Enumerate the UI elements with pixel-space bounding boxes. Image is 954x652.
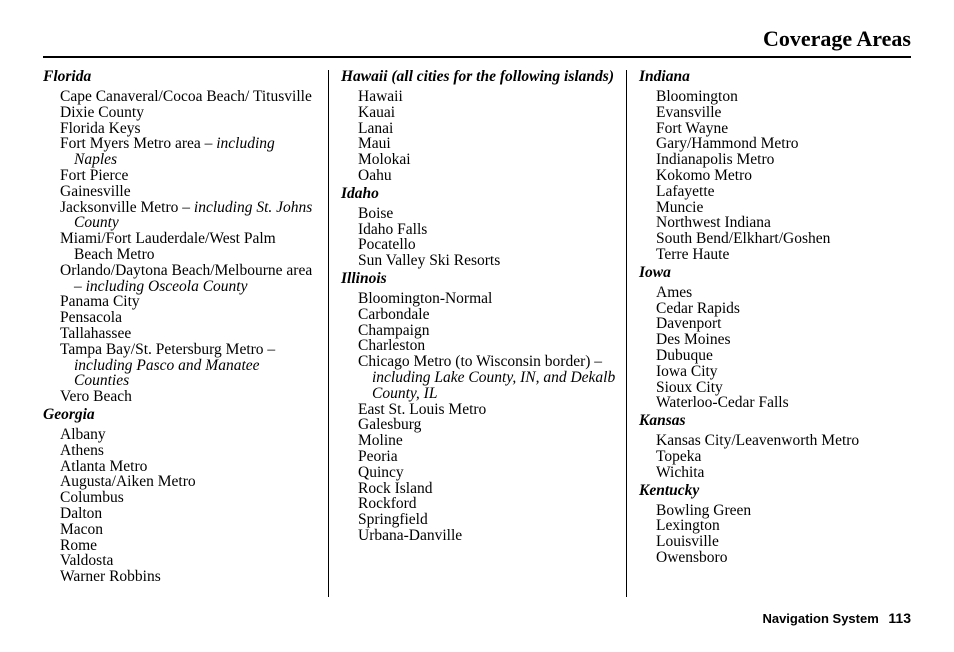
- city-name: Miami/Fort Lauderdale/West Palm Beach Metro: [60, 230, 276, 263]
- city-entry: [43, 121, 318, 137]
- city-entry: [639, 136, 914, 152]
- city-entry: [341, 528, 631, 544]
- page-footer: [762, 610, 911, 626]
- city-name: Gainesville: [60, 182, 131, 200]
- city-list: [639, 89, 914, 263]
- state-section: [639, 481, 914, 566]
- column-divider: [328, 70, 329, 597]
- city-entry: [341, 105, 631, 121]
- city-name: Kauai: [358, 103, 396, 121]
- city-name: Fort Wayne: [656, 119, 729, 137]
- city-name: Bloomington-Normal: [358, 289, 493, 307]
- city-name: Sioux City: [656, 378, 723, 396]
- city-name: Des Moines: [656, 331, 731, 349]
- city-list: [341, 89, 631, 184]
- city-name: Atlanta Metro: [60, 457, 148, 475]
- city-name: Kokomo Metro: [656, 166, 753, 184]
- city-entry: [341, 354, 631, 401]
- city-entry: [341, 417, 631, 433]
- city-entry: [639, 348, 914, 364]
- city-entry: [639, 433, 914, 449]
- state-heading: Iowa: [639, 263, 671, 281]
- city-list: [341, 206, 631, 269]
- city-name: Florida Keys: [60, 119, 141, 137]
- city-name: Fort Pierce: [60, 166, 129, 184]
- state-section: [639, 263, 914, 411]
- state-section: [341, 184, 631, 269]
- city-entry: [639, 200, 914, 216]
- city-name: Charleston: [358, 337, 426, 355]
- city-name: Jacksonville Metro –: [60, 198, 194, 216]
- city-entry: [43, 538, 318, 554]
- city-entry: [639, 518, 914, 534]
- city-entry: [43, 184, 318, 200]
- city-name: Kansas City/Leavenworth Metro: [656, 432, 860, 450]
- city-entry: [43, 136, 318, 168]
- state-heading: Kansas: [639, 412, 686, 430]
- city-name: Idaho Falls: [358, 220, 428, 238]
- city-entry: [639, 121, 914, 137]
- city-entry: [639, 534, 914, 550]
- city-name: Sun Valley Ski Resorts: [358, 252, 501, 270]
- city-name: Louisville: [656, 533, 719, 551]
- city-name: Muncie: [656, 198, 704, 216]
- city-entry: [43, 89, 318, 105]
- city-name: Peoria: [358, 447, 398, 465]
- city-entry: [43, 200, 318, 232]
- city-entry: [341, 291, 631, 307]
- city-entry: [639, 503, 914, 519]
- city-entry: [43, 443, 318, 459]
- city-name: Rockford: [358, 495, 417, 513]
- city-entry: [639, 247, 914, 263]
- city-entry: [639, 449, 914, 465]
- city-name: Columbus: [60, 489, 124, 507]
- city-name: Dubuque: [656, 346, 713, 364]
- city-name: Fort Myers Metro area –: [60, 135, 217, 153]
- city-entry: [43, 506, 318, 522]
- city-name: Rock Island: [358, 479, 433, 497]
- city-name: East St. Louis Metro: [358, 400, 487, 418]
- state-heading: Georgia: [43, 405, 95, 423]
- coverage-column-2: [341, 67, 631, 544]
- coverage-column-3: [639, 67, 914, 566]
- city-entry: [43, 389, 318, 405]
- city-name: Tallahassee: [60, 324, 132, 342]
- city-entry: [43, 231, 318, 263]
- city-name: Champaign: [358, 321, 430, 339]
- city-name: Urbana-Danville: [358, 526, 463, 544]
- city-entry: [639, 152, 914, 168]
- coverage-note: including Naples: [74, 135, 275, 169]
- header-divider: [43, 56, 911, 58]
- city-entry: [43, 459, 318, 475]
- coverage-note: including Osceola County: [85, 277, 248, 295]
- city-name: Cape Canaveral/Cocoa Beach/ Titusville: [60, 88, 312, 105]
- city-entry: [639, 316, 914, 332]
- city-name: Tampa Bay/St. Petersburg Metro –: [60, 340, 276, 358]
- city-entry: [639, 364, 914, 380]
- city-name: Ames: [656, 283, 693, 301]
- city-name: Athens: [60, 441, 104, 459]
- city-entry: [639, 105, 914, 121]
- coverage-note: – including Lake County, IN, and Dekalb County, IL: [372, 353, 616, 402]
- city-name: Lanai: [358, 119, 394, 137]
- city-entry: [43, 168, 318, 184]
- city-entry: [341, 237, 631, 253]
- city-name: Dixie County: [60, 103, 144, 121]
- city-entry: [341, 89, 631, 105]
- city-entry: [341, 152, 631, 168]
- state-section: [43, 67, 318, 405]
- city-list: [341, 291, 631, 544]
- city-name: Vero Beach: [60, 388, 132, 406]
- city-name: Bloomington: [656, 88, 738, 105]
- city-entry: [639, 168, 914, 184]
- city-name: Molokai: [358, 151, 411, 169]
- city-name: Pensacola: [60, 309, 122, 327]
- city-entry: [341, 496, 631, 512]
- city-entry: [341, 338, 631, 354]
- city-name: Bowling Green: [656, 501, 752, 519]
- city-entry: [341, 121, 631, 137]
- city-entry: [341, 206, 631, 222]
- city-entry: [43, 474, 318, 490]
- city-list: [639, 503, 914, 566]
- city-entry: [43, 263, 318, 295]
- footer-label: Navigation System: [762, 611, 879, 626]
- city-entry: [639, 550, 914, 566]
- city-entry: [639, 184, 914, 200]
- city-name: Oahu: [358, 166, 392, 184]
- coverage-column-1: [43, 67, 318, 585]
- state-section: [43, 405, 318, 585]
- city-name: Iowa City: [656, 362, 718, 380]
- state-section: [341, 269, 631, 544]
- city-entry: [341, 512, 631, 528]
- city-name: Warner Robbins: [60, 568, 161, 586]
- city-name: Rome: [60, 536, 98, 554]
- state-heading: Florida: [43, 68, 92, 85]
- city-entry: [341, 253, 631, 269]
- state-heading: Indiana: [639, 68, 690, 85]
- city-name: Albany: [60, 425, 106, 443]
- city-entry: [341, 168, 631, 184]
- city-entry: [43, 326, 318, 342]
- city-list: [43, 427, 318, 585]
- city-name: Moline: [358, 432, 403, 450]
- coverage-note: including St. Johns County: [74, 198, 313, 232]
- city-name: Pocatello: [358, 236, 416, 254]
- city-entry: [43, 105, 318, 121]
- city-entry: [639, 215, 914, 231]
- state-section: [639, 67, 914, 263]
- city-name: Wichita: [656, 463, 705, 481]
- city-name: Owensboro: [656, 548, 728, 566]
- city-name: Evansville: [656, 103, 722, 121]
- city-entry: [43, 490, 318, 506]
- city-name: Augusta/Aiken Metro: [60, 473, 196, 491]
- city-name: Chicago Metro (to Wisconsin border): [358, 353, 595, 371]
- city-name: Indianapolis Metro: [656, 151, 775, 169]
- city-name: Springfield: [358, 511, 428, 529]
- city-name: Panama City: [60, 293, 140, 311]
- city-name: Carbondale: [358, 305, 430, 323]
- city-list: [43, 89, 318, 405]
- city-name: Dalton: [60, 504, 103, 522]
- city-name: Galesburg: [358, 416, 422, 434]
- city-entry: [43, 294, 318, 310]
- city-name: Boise: [358, 204, 394, 222]
- state-heading: Idaho: [341, 184, 379, 202]
- state-section: [341, 67, 631, 184]
- city-entry: [341, 323, 631, 339]
- city-entry: [341, 307, 631, 323]
- city-entry: [341, 449, 631, 465]
- city-entry: [341, 465, 631, 481]
- city-name: Lafayette: [656, 182, 715, 200]
- city-list: [639, 433, 914, 480]
- page-title: Coverage Areas: [762, 26, 911, 51]
- city-name: Waterloo-Cedar Falls: [656, 394, 789, 412]
- city-entry: [43, 342, 318, 389]
- city-entry: [639, 285, 914, 301]
- city-name: Northwest Indiana: [656, 214, 771, 232]
- city-entry: [639, 380, 914, 396]
- city-entry: [639, 332, 914, 348]
- city-name: South Bend/Elkhart/Goshen: [656, 230, 831, 248]
- city-entry: [639, 395, 914, 411]
- city-entry: [639, 231, 914, 247]
- state-heading: Kentucky: [639, 481, 700, 499]
- state-heading: Illinois: [341, 269, 387, 287]
- city-name: Topeka: [656, 447, 702, 465]
- city-name: Davenport: [656, 315, 722, 333]
- city-entry: [43, 427, 318, 443]
- city-entry: [341, 481, 631, 497]
- city-entry: [43, 553, 318, 569]
- state-heading: Hawaii (all cities for the following islands): [341, 68, 614, 85]
- city-entry: [43, 569, 318, 585]
- city-name: Macon: [60, 520, 104, 538]
- coverage-note: including Pasco and Manatee Counties: [74, 356, 260, 390]
- state-section: [639, 411, 914, 480]
- city-name: Gary/Hammond Metro: [656, 135, 799, 153]
- city-name: Quincy: [358, 463, 404, 481]
- city-list: [639, 285, 914, 411]
- city-entry: [341, 402, 631, 418]
- city-name: Maui: [358, 135, 391, 153]
- city-entry: [341, 433, 631, 449]
- city-name: Hawaii: [358, 88, 403, 105]
- city-entry: [341, 136, 631, 152]
- city-entry: [341, 222, 631, 238]
- city-name: Orlando/Daytona Beach/Melbourne area –: [60, 261, 313, 295]
- page-number: 113: [888, 610, 911, 626]
- city-entry: [639, 89, 914, 105]
- city-name: Valdosta: [60, 552, 114, 570]
- city-name: Lexington: [656, 517, 720, 535]
- city-name: Cedar Rapids: [656, 299, 740, 317]
- city-entry: [639, 465, 914, 481]
- city-name: Terre Haute: [656, 245, 730, 263]
- city-entry: [43, 310, 318, 326]
- city-entry: [43, 522, 318, 538]
- city-entry: [639, 301, 914, 317]
